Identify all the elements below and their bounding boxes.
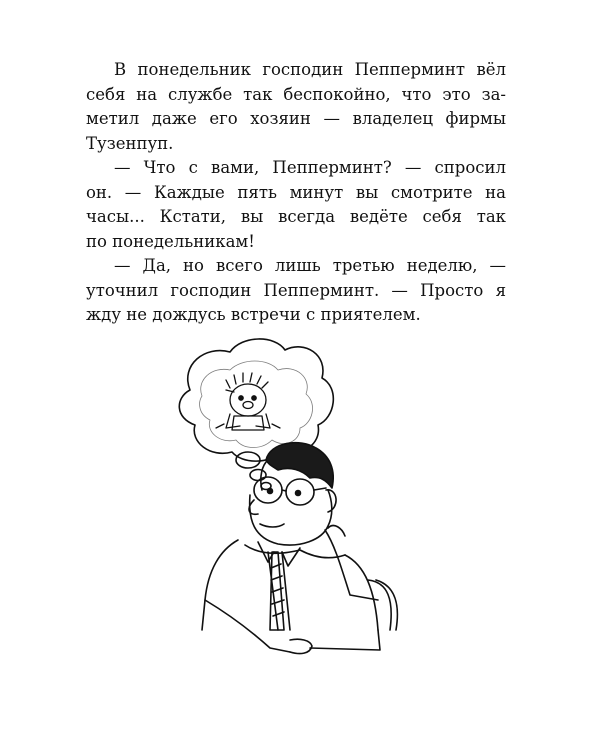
text-line: метил даже его хозяин — владелец фирмы: [86, 109, 506, 128]
text-line: Тузенпуп.: [86, 133, 174, 153]
text-line: по понедельникам!: [86, 231, 255, 251]
text-line: В понедельник господин Пепперминт вёл: [114, 60, 506, 79]
text-line: — Да, но всего лишь третью неделю, —: [114, 256, 506, 275]
man-body: [202, 540, 378, 630]
man-dreaming-illustration: [150, 330, 450, 670]
man-head: [249, 443, 336, 545]
text-line: он. — Каждые пять минут вы смотрите на: [86, 182, 506, 202]
paragraph-2: [86, 156, 506, 254]
chair: [368, 580, 397, 630]
text-line: часы... Кстати, вы всегда ведёте себя так: [86, 207, 506, 226]
text-line: жду не дождусь встречи с приятелем.: [86, 305, 421, 324]
text-line: уточнил господин Пепперминт. — Просто я: [86, 280, 506, 300]
text-line: — Что с вами, Пепперминт? — спросил: [114, 158, 506, 177]
illustration: [150, 330, 450, 670]
text-line: себя на службе так беспокойно, что это за-: [86, 84, 506, 104]
paragraph-3: [86, 254, 506, 328]
creature-drawing: [216, 373, 280, 430]
paragraph-1: [86, 58, 506, 156]
body-text: [86, 58, 506, 328]
